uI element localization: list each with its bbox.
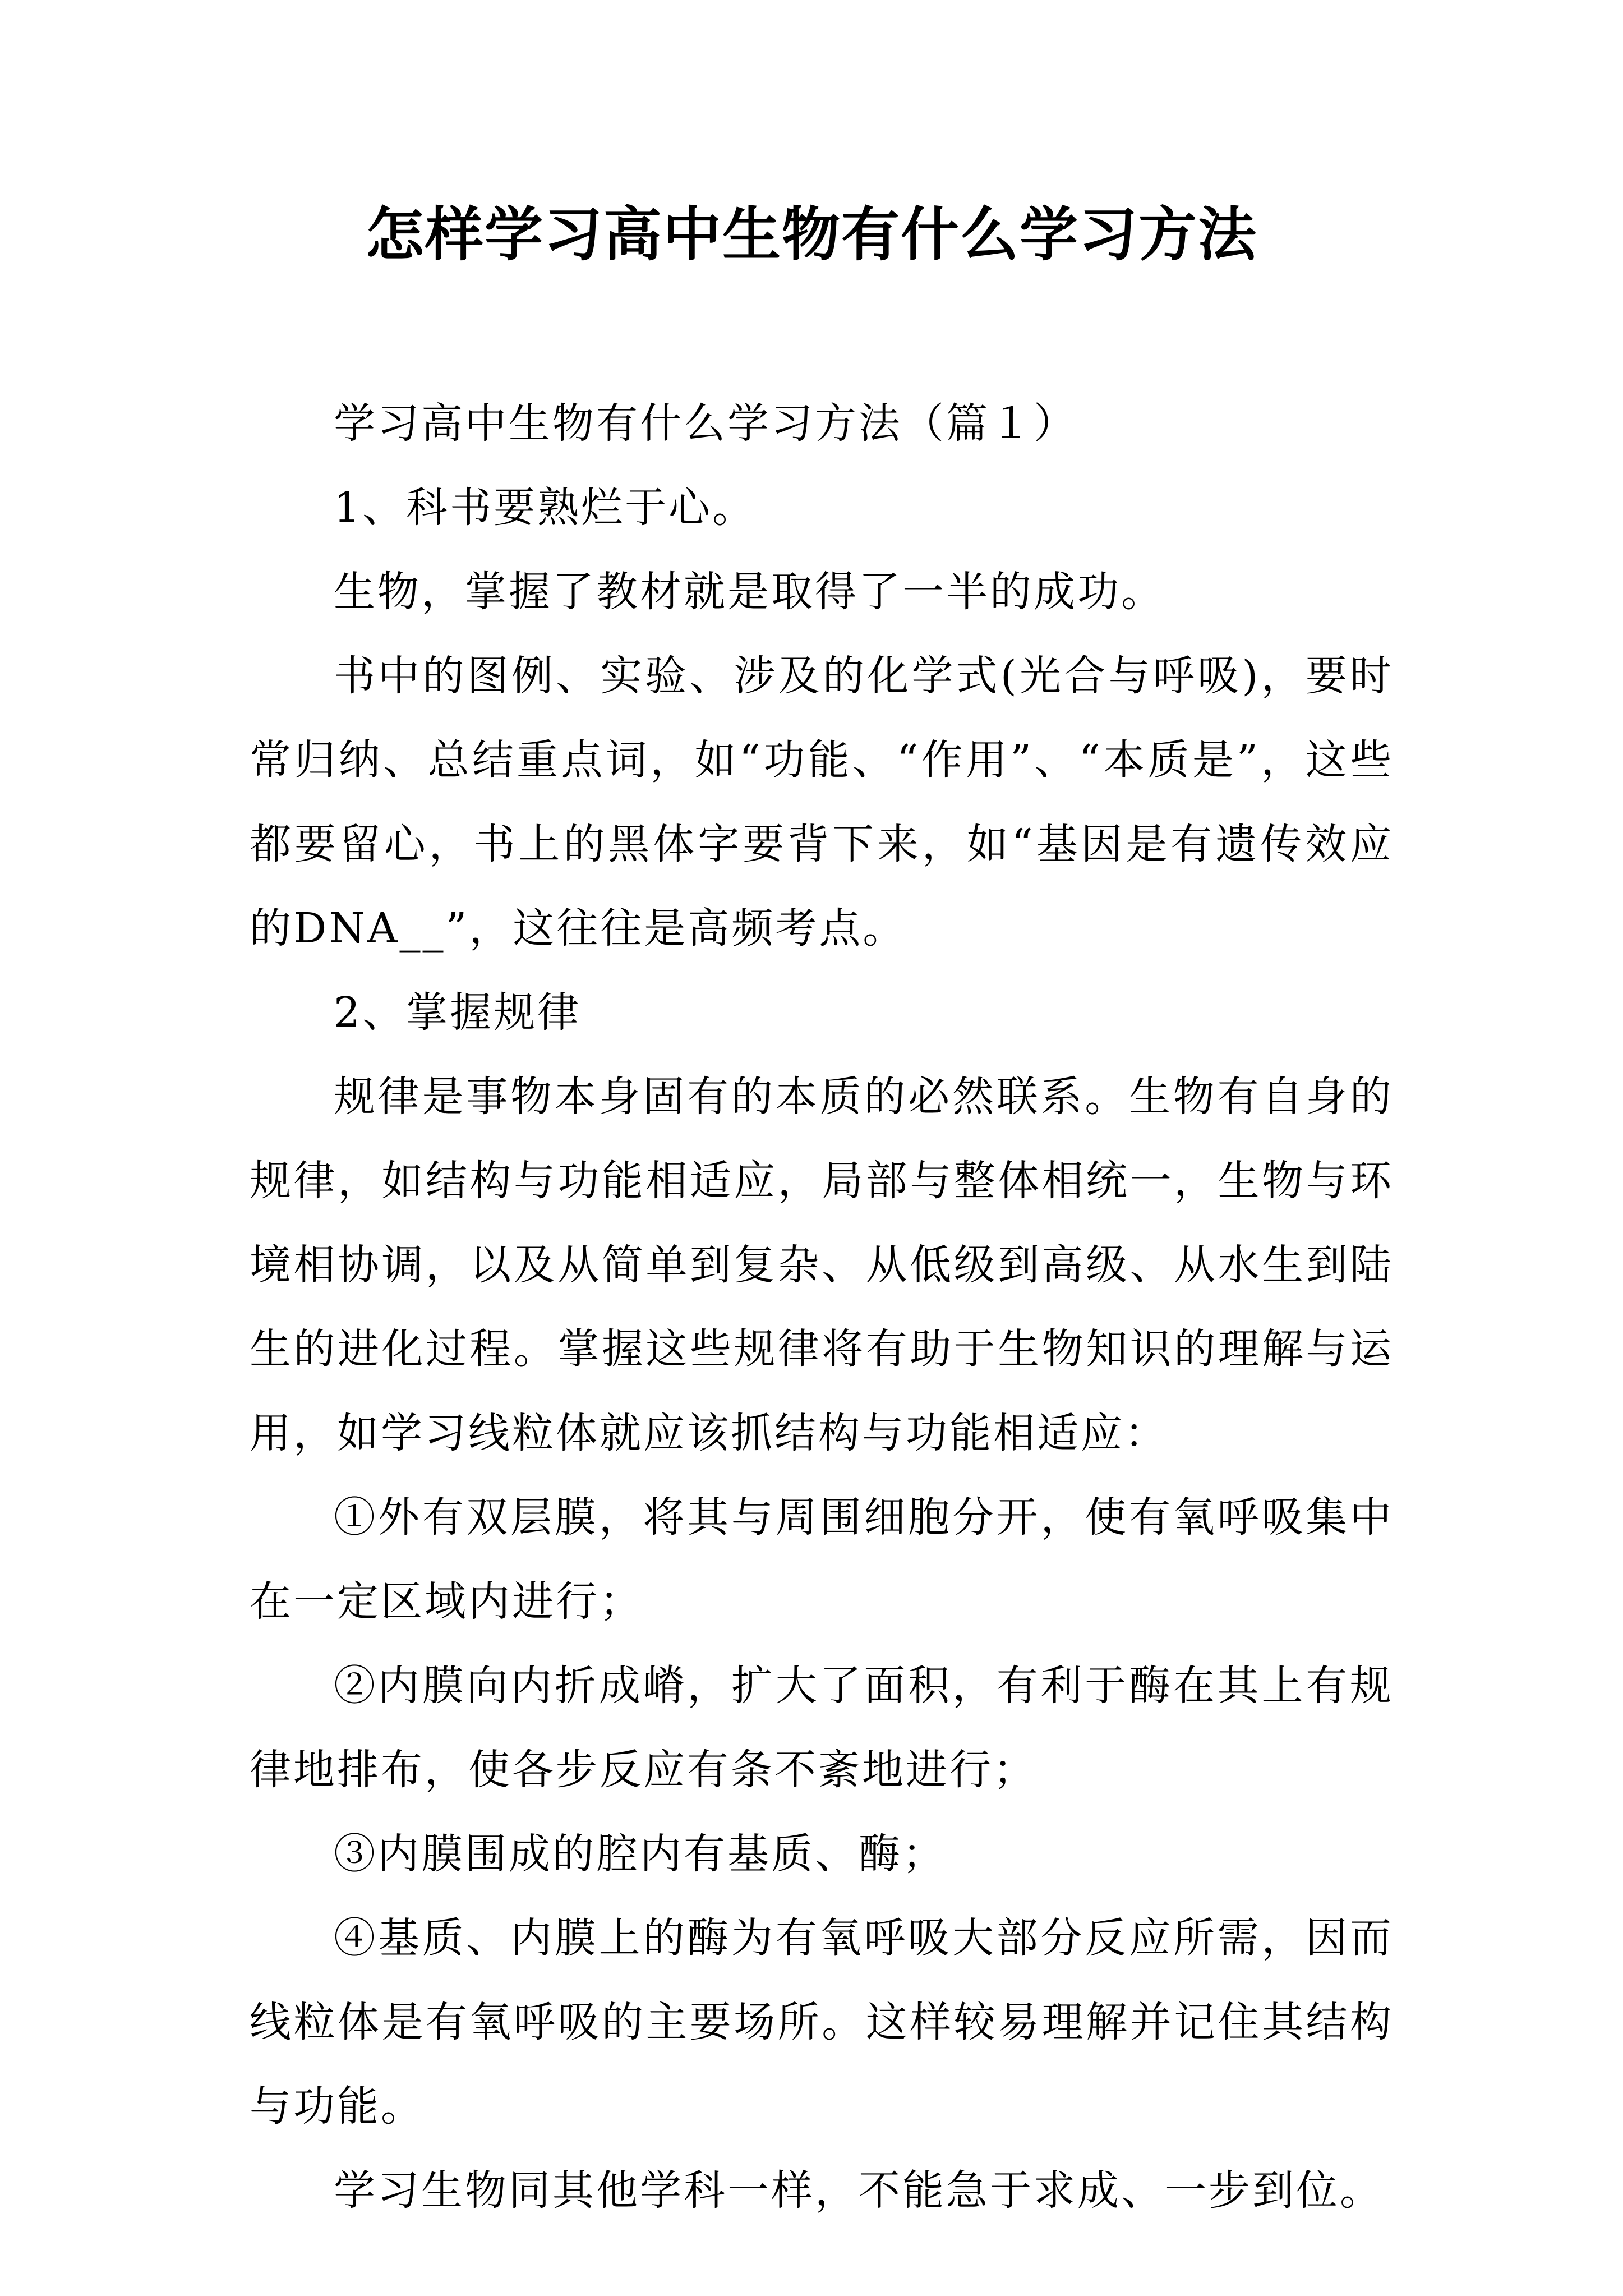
list-item: ②内膜向内折成嵴，扩大了面积，有利于酶在其上有规律地排布，使各步反应有条不紊地进行； — [250, 1662, 1394, 1794]
paragraph: 学习生物同其他学科一样，不能急于求成、一步到位。 — [334, 2166, 1384, 2215]
list-item: ①外有双层膜，将其与周围细胞分开，使有氧呼吸集中在一定区域内进行； — [250, 1493, 1394, 1626]
paragraph: 规律是事物本身固有的本质的必然联系。生物有自身的规律，如结构与功能相适应，局部与整体相统一，生物与环境相协调，以及从简单到复杂、从低级到高级、从水生到陆生的进化过程。掌握这些规律将有助于生物知识的理解与运用，如学习线粒体就应该抓结构与功能相适应： — [250, 1073, 1394, 1457]
paragraph: 书中的图例、实验、涉及的化学式(光合与呼吸)，要时常归纳、总结重点词，如“功能、“作用”、“本质是”，这些都要留心，书上的黑体字要背下来，如“基因是有遗传效应的DNA__”，这往往是高频考点。 — [250, 652, 1394, 953]
document-title: 怎样学习高中生物有什么学习方法 — [365, 200, 1257, 269]
list-item: ③内膜围成的腔内有基质、酶； — [334, 1830, 946, 1878]
document-body — [250, 381, 1394, 2233]
point-2-heading: 2、掌握规律 — [334, 988, 582, 1037]
paragraph: 生物，掌握了教材就是取得了一半的成功。 — [334, 568, 1165, 616]
section-heading: 学习高中生物有什么学习方法（篇１） — [334, 399, 1077, 448]
point-1-heading: 1、科书要熟烂于心。 — [334, 484, 757, 532]
list-item: ④基质、内膜上的酶为有氧呼吸大部分反应所需，因而线粒体是有氧呼吸的主要场所。这样较易理解并记住其结构与功能。 — [250, 1914, 1394, 2131]
